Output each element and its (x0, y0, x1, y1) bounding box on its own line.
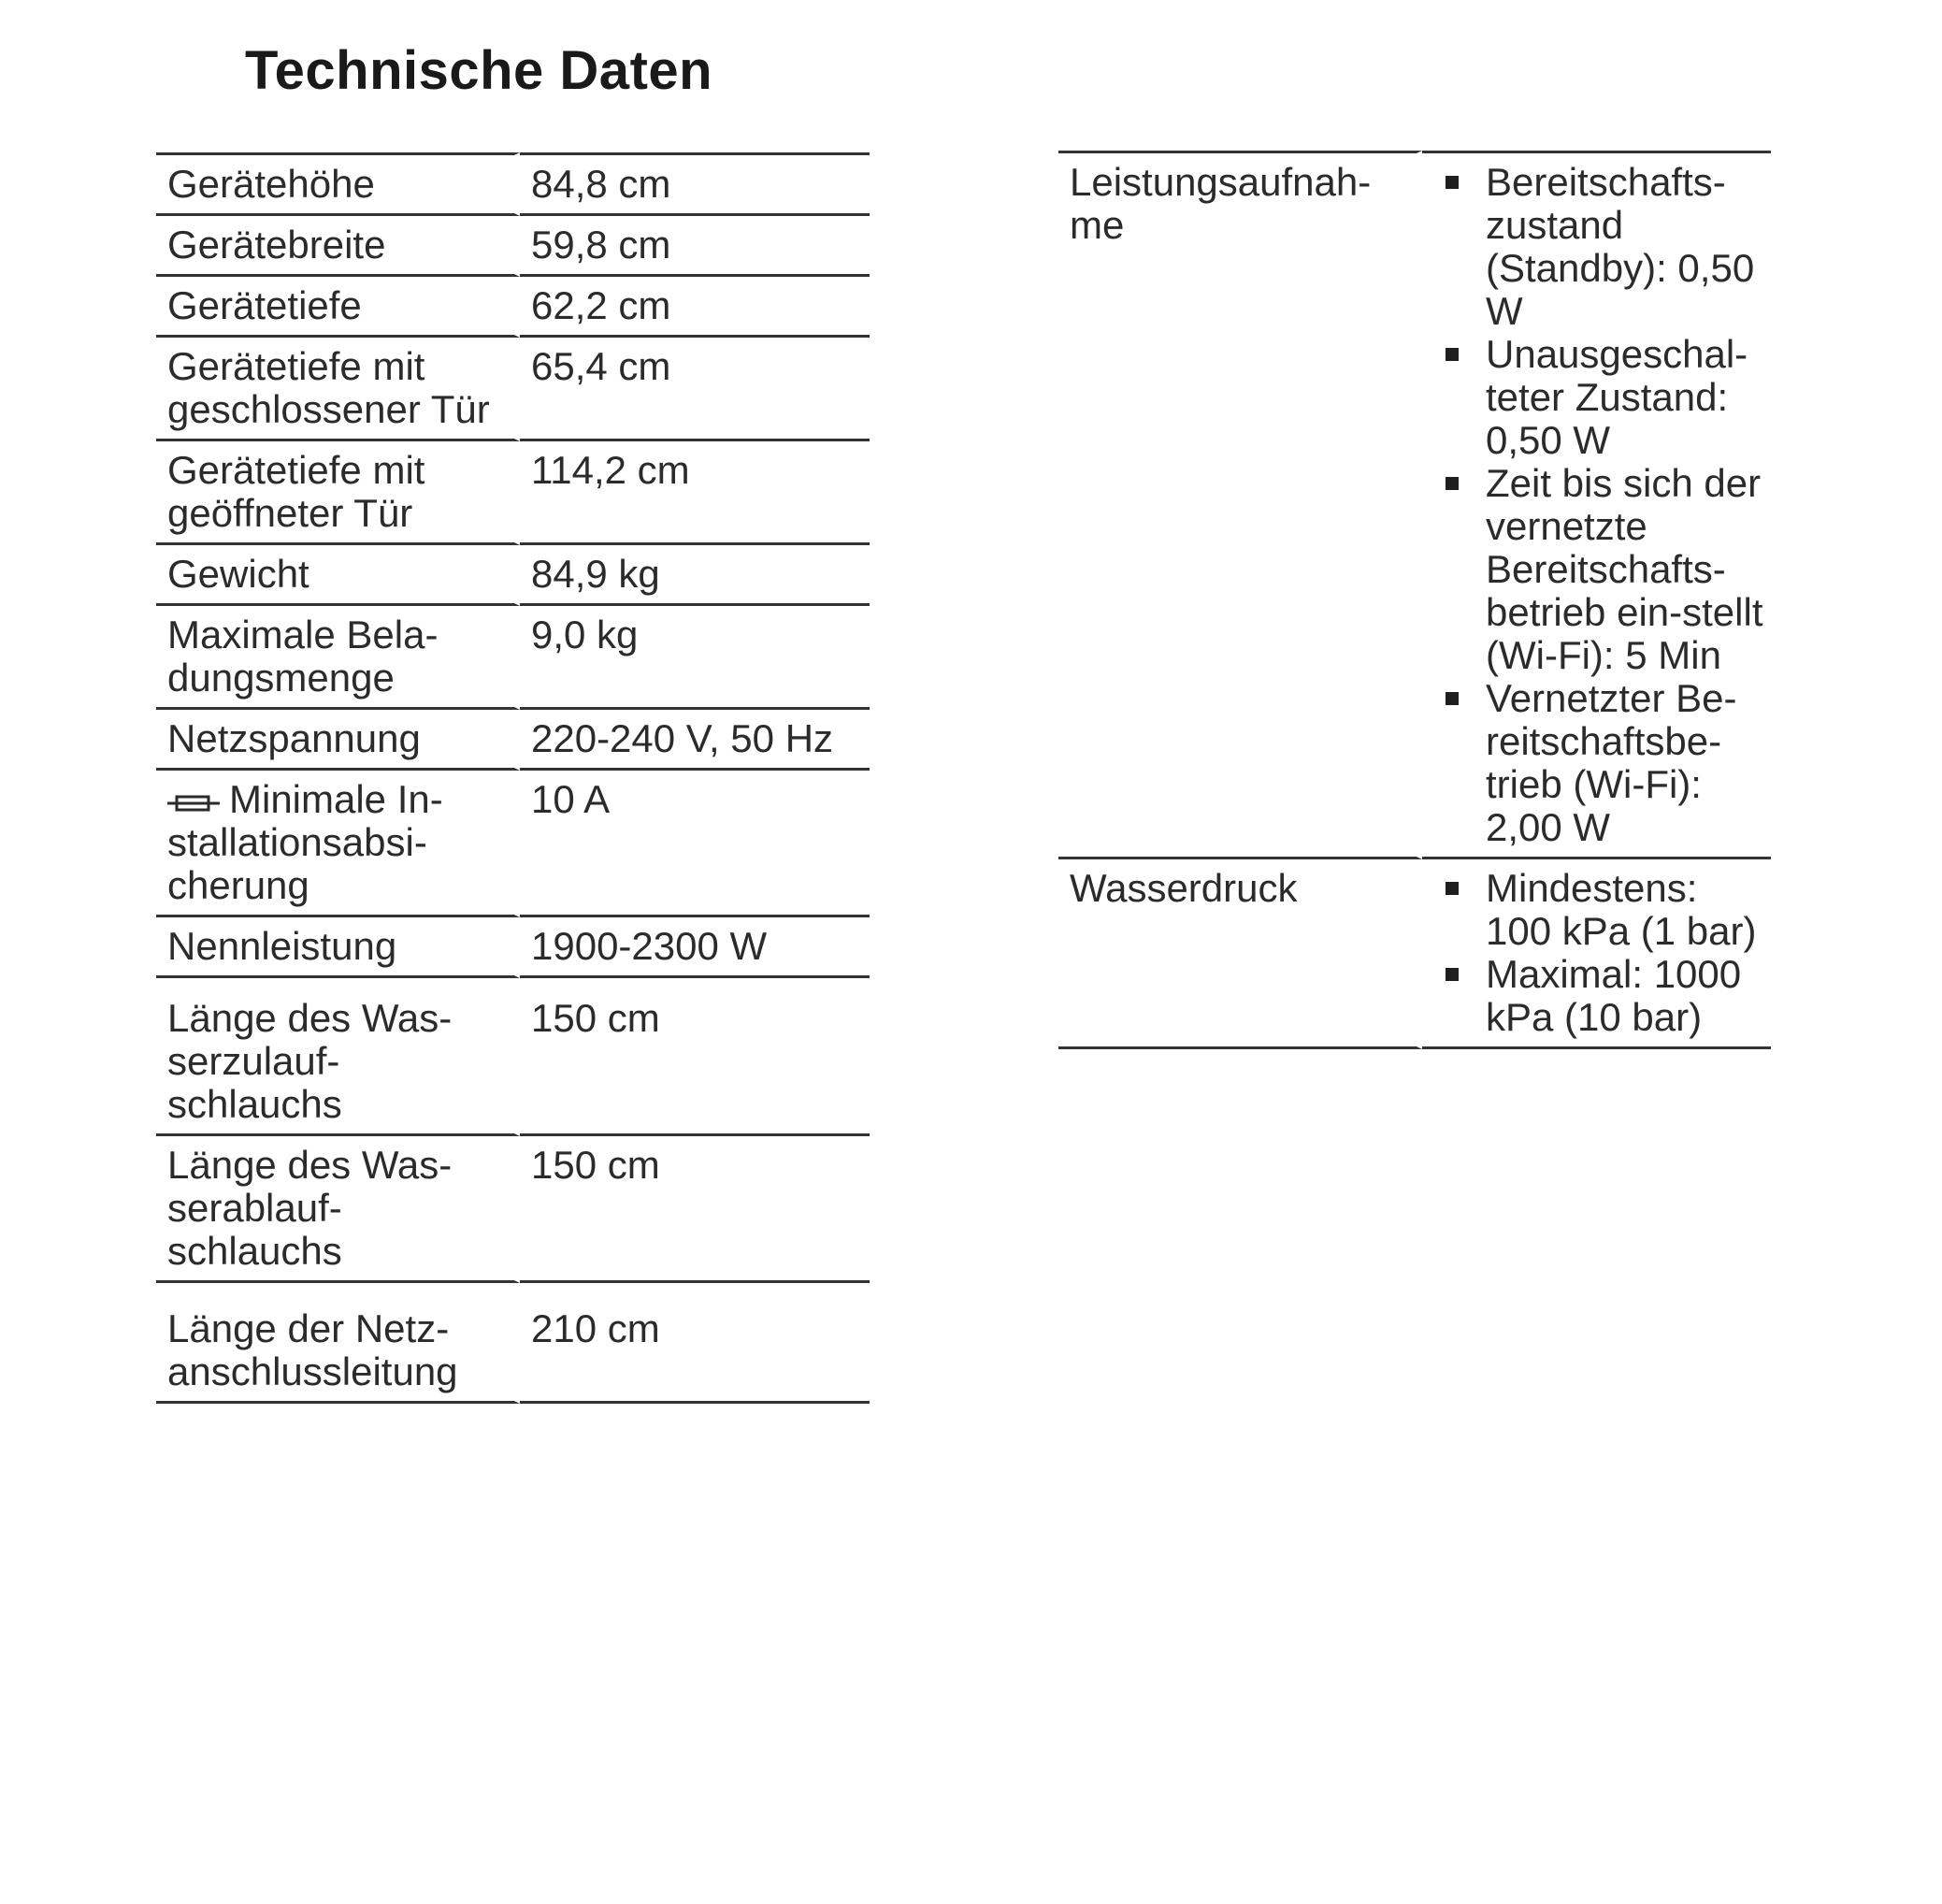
list-item (1433, 953, 1765, 1039)
row-value: 220-240 V, 50 Hz (520, 710, 870, 771)
row-label: Länge der Netz-anschlussleitung (156, 1283, 520, 1404)
row-label: Gewicht (156, 545, 520, 606)
row-label: Länge des Was-serablauf-schlauchs (156, 1136, 520, 1283)
row-label (156, 771, 520, 917)
table-row (1058, 859, 1771, 1049)
row-label: Gerätetiefe (156, 277, 520, 338)
row-value (1422, 151, 1771, 859)
row-value: 84,8 cm (520, 152, 870, 216)
row-label: Wasserdruck (1058, 859, 1422, 1049)
list-item (1433, 333, 1765, 462)
table-row (156, 710, 870, 771)
row-value: 62,2 cm (520, 277, 870, 338)
bullet-square-icon (1446, 968, 1459, 981)
row-label: Gerätetiefe mit geöffneter Tür (156, 441, 520, 545)
row-label: Länge des Was-serzulauf-schlauchs (156, 978, 520, 1136)
row-value: 114,2 cm (520, 441, 870, 545)
row-value (1422, 859, 1771, 1049)
list-item-text: Bereitschafts-zustand (Standby): 0,50 W (1486, 160, 1755, 333)
row-label-text: Maximale Bela-dungsmenge (167, 613, 439, 700)
row-label: Netzspannung (156, 710, 520, 771)
table-row (156, 917, 870, 978)
bullet-list (1433, 161, 1765, 849)
row-value: 59,8 cm (520, 216, 870, 277)
row-value: 65,4 cm (520, 338, 870, 441)
bullet-square-icon (1446, 176, 1459, 189)
row-label: Gerätebreite (156, 216, 520, 277)
row-value: 9,0 kg (520, 606, 870, 710)
bullet-square-icon (1446, 348, 1459, 361)
table-row (156, 545, 870, 606)
row-value: 10 A (520, 771, 870, 917)
bullet-list (1433, 867, 1765, 1039)
table-row (156, 277, 870, 338)
table-row (156, 1283, 870, 1404)
list-item (1433, 867, 1765, 953)
technical-data-table-right (1058, 151, 1771, 1049)
table-row (156, 216, 870, 277)
list-item-text: Mindestens: 100 kPa (1 bar) (1486, 866, 1757, 953)
fuse-icon (167, 778, 220, 821)
bullet-square-icon (1446, 477, 1459, 490)
row-label: Gerätehöhe (156, 152, 520, 216)
row-label: Gerätetiefe mit geschlossener Tür (156, 338, 520, 441)
row-label: Leistungsaufnah-me (1058, 151, 1422, 859)
bullet-square-icon (1446, 692, 1459, 705)
list-item-text: Vernetzter Be-reitschaftsbe-trieb (Wi-Fi): 2,00 W (1486, 676, 1737, 849)
list-item-text: Maximal: 1000 kPa (10 bar) (1486, 952, 1742, 1039)
table-row (156, 1136, 870, 1283)
list-item-text: Unausgeschal-teter Zustand: 0,50 W (1486, 332, 1748, 462)
bullet-square-icon (1446, 882, 1459, 895)
table-row (156, 152, 870, 216)
row-value: 1900-2300 W (520, 917, 870, 978)
row-label (156, 606, 520, 710)
table-row (156, 771, 870, 917)
list-item (1433, 161, 1765, 333)
table-row (156, 978, 870, 1136)
list-item (1433, 677, 1765, 849)
table-row (1058, 151, 1771, 859)
row-value: 210 cm (520, 1283, 870, 1404)
table-row (156, 441, 870, 545)
page-title: Technische Daten (245, 40, 713, 101)
row-value: 84,9 kg (520, 545, 870, 606)
row-value: 150 cm (520, 978, 870, 1136)
table-row (156, 606, 870, 710)
row-value: 150 cm (520, 1136, 870, 1283)
table-row (156, 338, 870, 441)
technical-data-table-left (156, 152, 870, 1404)
row-label-text: Minimale In-stallationsabsi-cherung (167, 777, 443, 907)
list-item-text: Zeit bis sich der vernetzte Bereitschafts-betrieb ein-stellt (Wi-Fi): 5 Min (1486, 461, 1763, 677)
row-label: Nennleistung (156, 917, 520, 978)
list-item (1433, 462, 1765, 677)
